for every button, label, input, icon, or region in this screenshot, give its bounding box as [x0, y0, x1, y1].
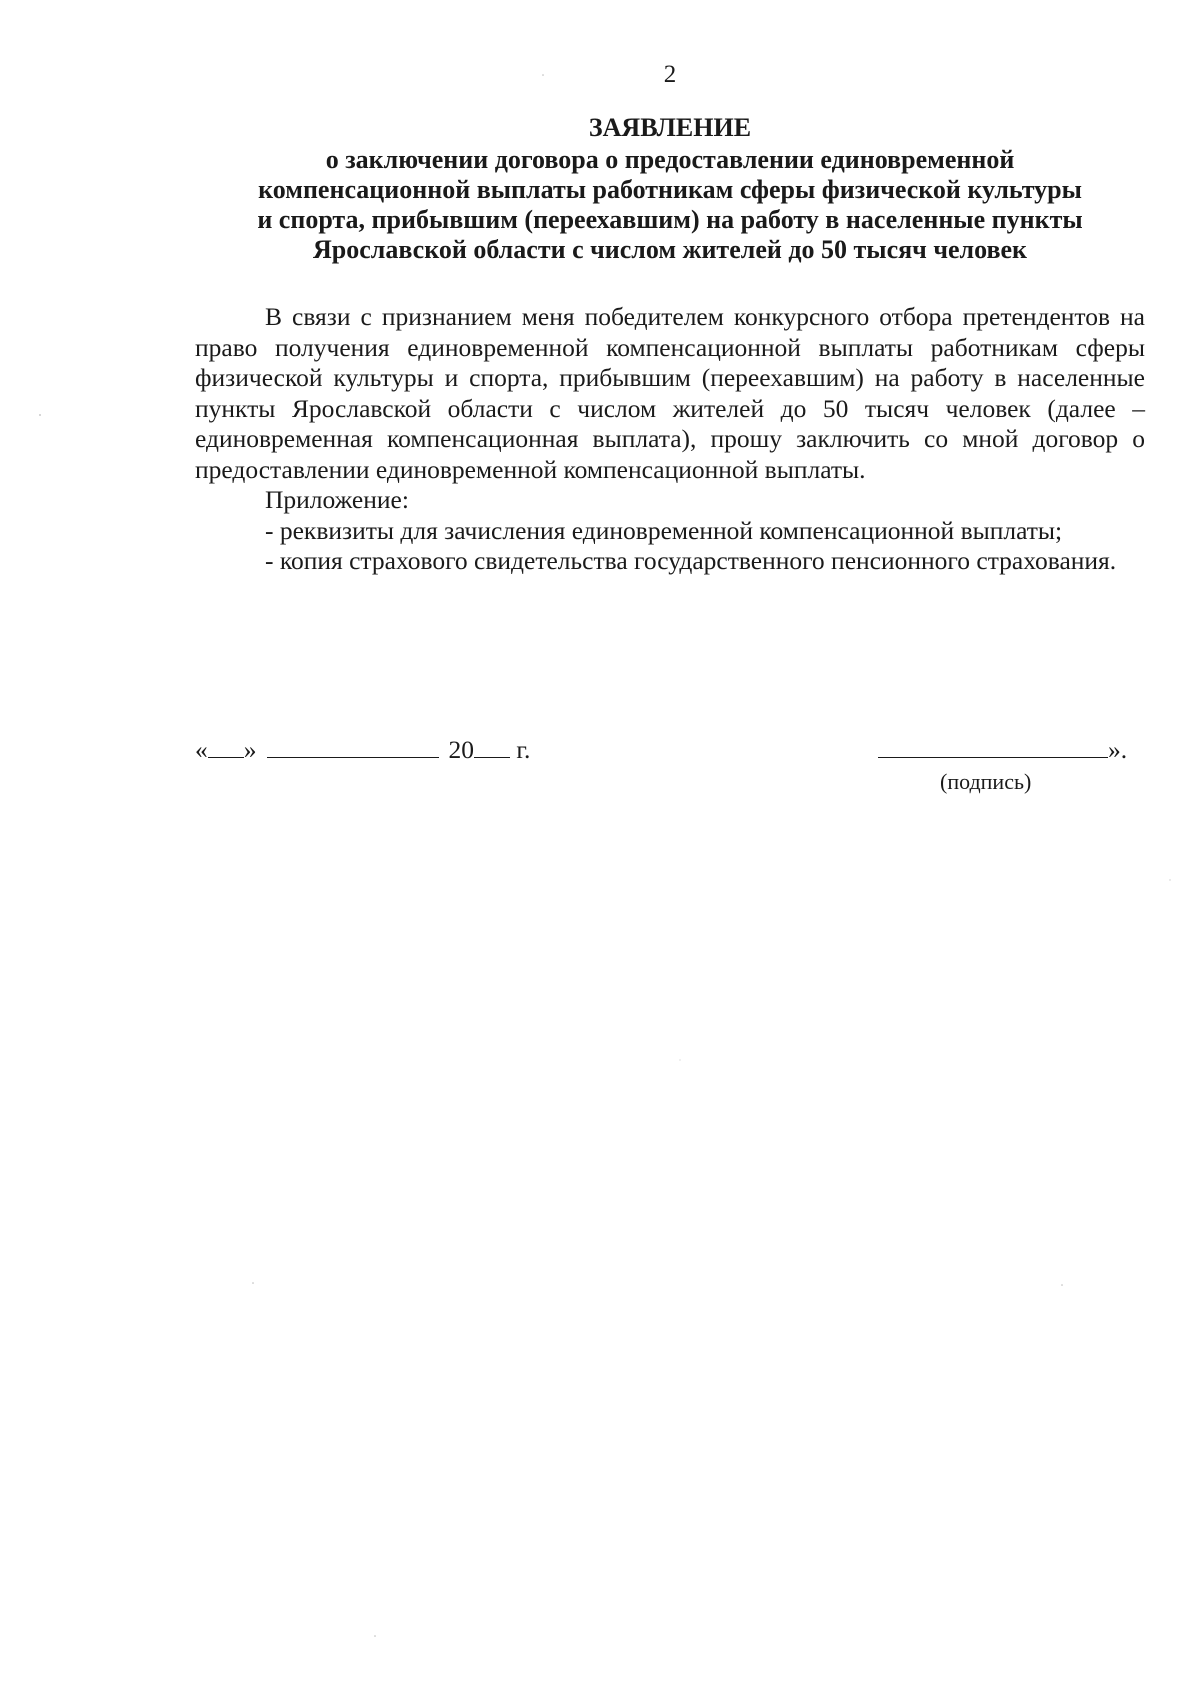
year-suffix: г.: [516, 735, 531, 764]
open-quote: «: [195, 735, 208, 764]
attachment-label: Приложение:: [265, 485, 409, 514]
date-field: [195, 735, 530, 765]
signature-suffix: ».: [1108, 735, 1128, 764]
close-quote: »: [243, 735, 257, 764]
request-paragraph: В связи с признанием меня победителем конкурсного отбора претендентов на право получения единовременной компенсационной выплаты работникам сферы физической культуры и спорта, прибывшим (переехавшим) на работу в населенные пункты Ярославской области с числом жителей до 50 тысяч человек (далее – единовременная компенсационная выплата), прошу заключить со мной договор о предоставлении единовременной компенсационной выплаты.: [195, 302, 1145, 484]
title-line: компенсационной выплаты работникам сферы физической культуры: [258, 175, 1082, 204]
document-body: [195, 302, 1145, 577]
title-line: и спорта, прибывшим (переехавшим) на работу в населенные пункты: [257, 205, 1083, 234]
signature-caption: (подпись): [940, 769, 1032, 794]
title-main: ЗАЯВЛЕНИЕ: [588, 113, 752, 142]
signature-blank[interactable]: [878, 735, 1108, 758]
title-line: Ярославской области с числом жителей до 50 тысяч человек: [312, 235, 1028, 264]
signature-field: [878, 735, 1127, 765]
month-blank[interactable]: [267, 735, 439, 758]
page-number: 2: [663, 61, 677, 88]
year-blank[interactable]: [474, 735, 510, 758]
document-title: [180, 113, 1160, 265]
title-line: о заключении договора о предоставлении единовременной: [325, 145, 1015, 174]
day-blank[interactable]: [208, 735, 244, 758]
attachment-item: - копия страхового свидетельства государственного пенсионного страхования.: [265, 546, 1117, 575]
attachment-item: - реквизиты для зачисления единовременной компенсационной выплаты;: [265, 515, 1063, 545]
year-prefix: 20: [448, 735, 474, 764]
